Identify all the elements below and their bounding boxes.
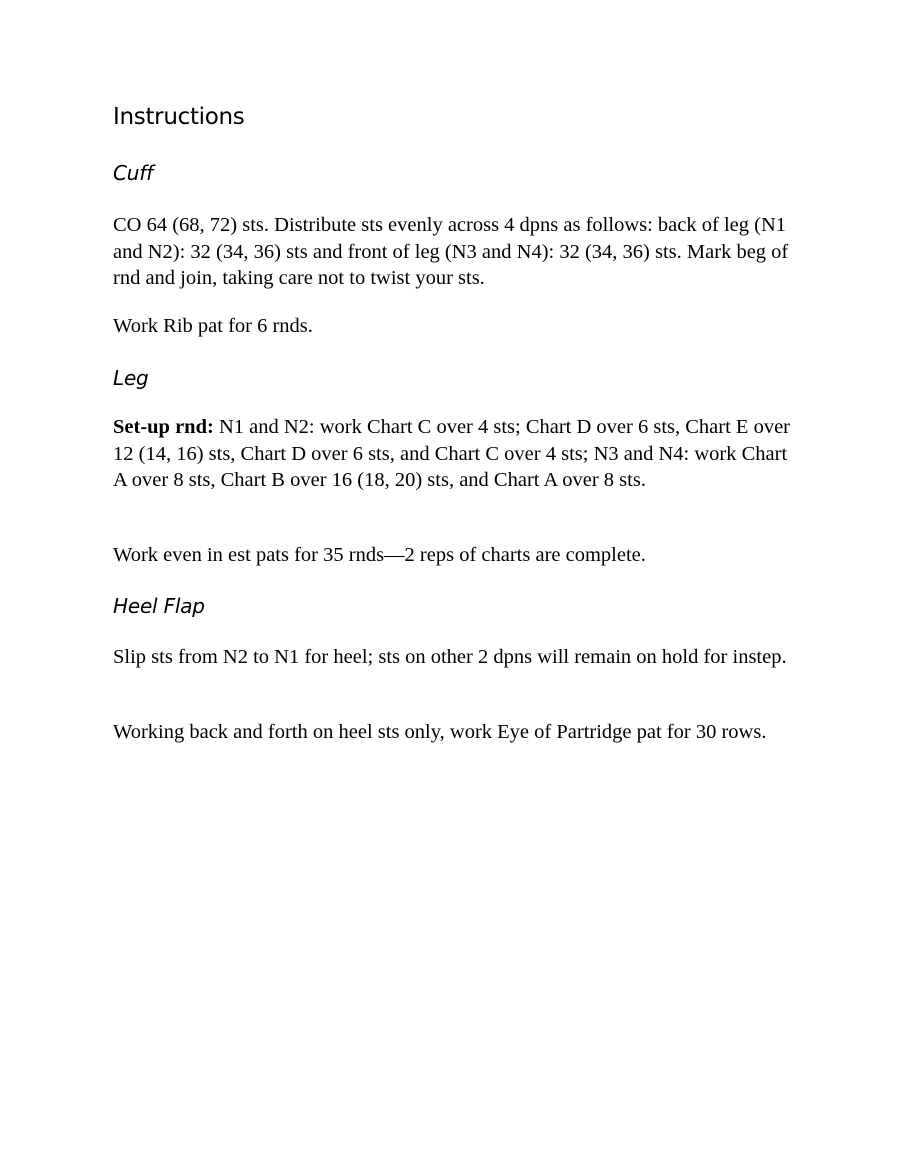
heel-flap-paragraph-slip — [113, 644, 793, 671]
heel-flap-paragraph-eye-of-partridge — [113, 719, 793, 746]
paragraph-text: CO 64 (68, 72) sts. Distribute sts evenly across 4 dpns as follows: back of leg (N1 and N2): 32 (34, 36) sts and front of leg (N3 and N4): 32 (34, 36) sts. Mark beg of rnd and join, taking care not to twist your sts. — [113, 214, 789, 289]
cuff-paragraph-rib — [113, 313, 793, 340]
page-title: Instructions — [113, 104, 245, 130]
paragraph-text: Work Rib pat for 6 rnds. — [113, 315, 313, 337]
paragraph-lead: Set-up rnd: — [113, 416, 214, 438]
section-heading-cuff: Cuff — [113, 161, 153, 185]
cuff-paragraph-cast-on — [113, 212, 793, 292]
section-heading-heel-flap: Heel Flap — [113, 594, 205, 618]
paragraph-text: Work even in est pats for 35 rnds—2 reps of charts are complete. — [113, 544, 646, 566]
leg-paragraph-work-even — [113, 542, 793, 569]
paragraph-text: Slip sts from N2 to N1 for heel; sts on other 2 dpns will remain on hold for instep. — [113, 646, 787, 668]
paragraph-text: N1 and N2: work Chart C over 4 sts; Chart D over 6 sts, Chart E over 12 (14, 16) sts, Chart D over 6 sts, and Chart C over 4 sts; N3 and N4: work Chart A over 8 sts, Chart B over 16 (18, 20) sts, and Chart A over 8 sts. — [113, 416, 791, 491]
paragraph-text: Working back and forth on heel sts only, work Eye of Partridge pat for 30 rows. — [113, 721, 767, 743]
section-heading-leg: Leg — [113, 366, 149, 390]
leg-paragraph-setup — [113, 414, 793, 494]
